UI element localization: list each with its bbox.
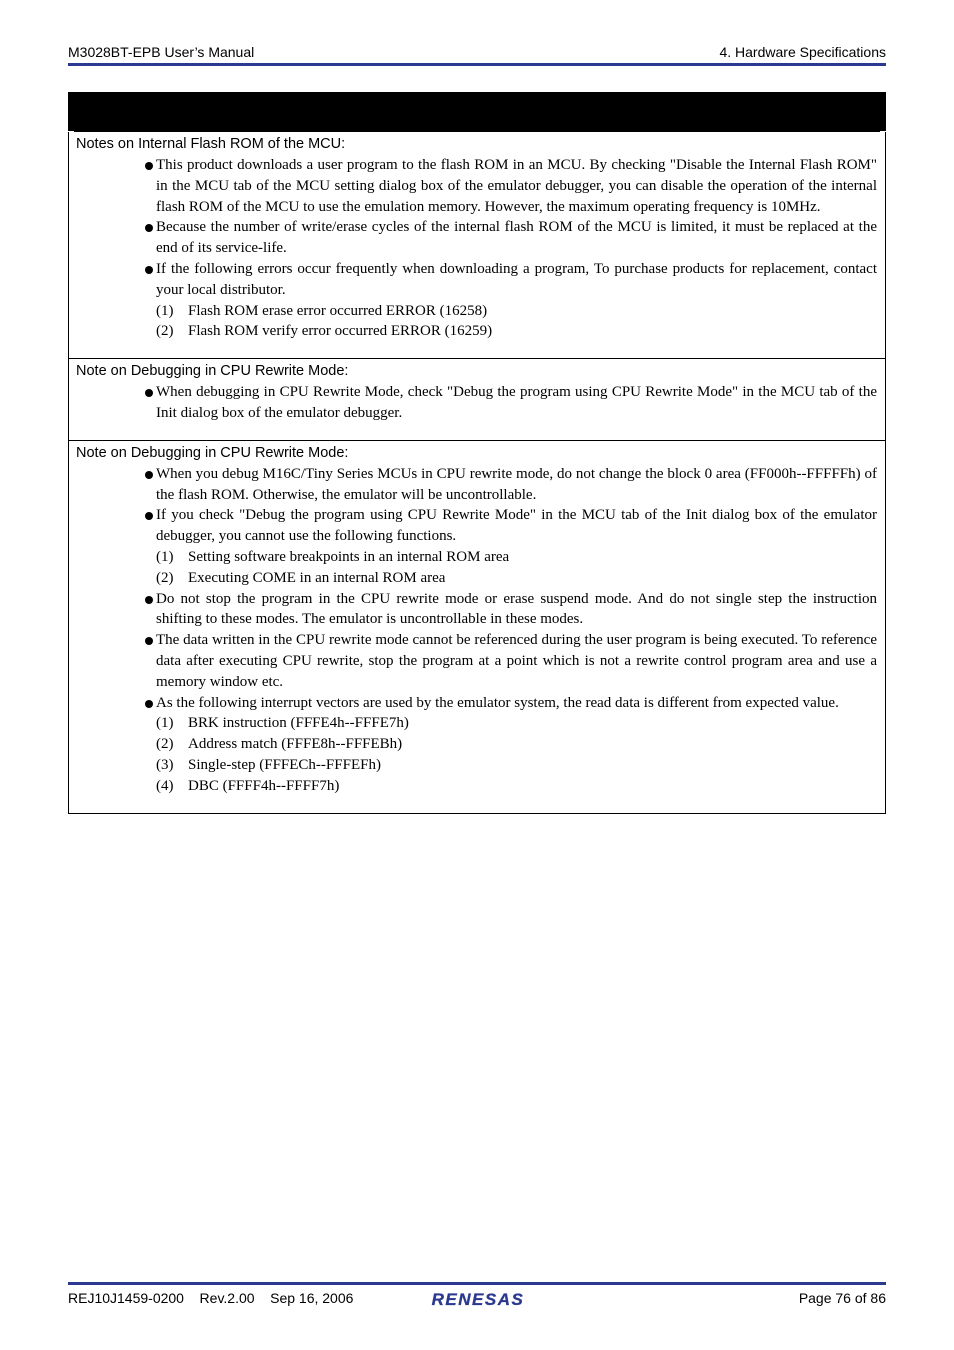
- bullet-item: [145, 505, 877, 547]
- numbered-sub-list: [145, 713, 877, 796]
- sub-item-number: (1): [156, 548, 174, 565]
- section-title: Notes on Internal Flash ROM of the MCU:: [76, 136, 346, 152]
- bullet-text: As the following interrupt vectors are used by the emulator system, the read data is different from expected value.: [156, 694, 839, 711]
- bullet-dot-icon: [145, 224, 153, 232]
- notes-box: [68, 132, 886, 814]
- numbered-sub-list: [145, 547, 877, 589]
- bullet-item: [145, 630, 877, 692]
- bullet-text: If the following errors occur frequently when downloading a program, To purchase products for replacement, contact your local distributor.: [156, 260, 877, 298]
- bullet-dot-icon: [145, 162, 153, 170]
- sub-item-number: (1): [156, 715, 174, 732]
- chapter-title: 4. Hardware Specifications: [719, 44, 886, 60]
- note-section: [69, 440, 885, 813]
- page-header: [68, 44, 886, 62]
- numbered-sub-item: [145, 755, 877, 776]
- sub-item-text: Address match (FFFE8h--FFFEBh): [188, 736, 403, 753]
- revision: Rev.2.00: [199, 1290, 255, 1306]
- bullet-text: The data written in the CPU rewrite mode cannot be referenced during the user program is being executed. To reference data after executing CPU rewrite, stop the program at a point which is not a rewrite control program area and use a memory window etc.: [156, 632, 877, 690]
- sub-item-number: (2): [156, 323, 174, 340]
- manual-title: M3028BT-EPB User’s Manual: [68, 44, 255, 60]
- numbered-sub-list: [145, 301, 877, 343]
- sub-item-text: Flash ROM erase error occurred ERROR (16258): [188, 302, 488, 319]
- note-section: [69, 358, 885, 440]
- numbered-sub-item: [145, 301, 877, 322]
- bullet-item: [145, 693, 877, 714]
- notes-title-bar: [68, 92, 886, 132]
- footer-rule: [68, 1282, 886, 1285]
- bullet-item: [145, 589, 877, 631]
- numbered-sub-item: [145, 321, 877, 342]
- note-section: [69, 132, 885, 358]
- bullet-text: When debugging in CPU Rewrite Mode, check "Debug the program using CPU Rewrite Mode" in the MCU tab of the Init dialog box of the emulator debugger.: [156, 384, 877, 421]
- revision-date: Sep 16, 2006: [270, 1290, 354, 1306]
- numbered-sub-item: [145, 734, 877, 755]
- bullet-dot-icon: [145, 471, 153, 479]
- header-rule: [68, 63, 886, 66]
- bullet-text: This product downloads a user program to the flash ROM in an MCU. By checking "Disable the Internal Flash ROM" in the MCU tab of the MCU setting dialog box of the emulator debugger, you can disable the operation of the internal flash ROM of the MCU to use the emulation memory. However, the maximum operating frequency is 10MHz.: [156, 157, 877, 215]
- logo-wordmark: RENESAS: [431, 1290, 525, 1309]
- doc-id: REJ10J1459-0200: [68, 1290, 184, 1306]
- sub-list-wrapper: [145, 301, 877, 343]
- bullet-dot-icon: [145, 512, 153, 520]
- sub-item-text: DBC (FFFF4h--FFFF7h): [188, 777, 340, 794]
- bullet-list: [76, 382, 877, 424]
- sub-list-wrapper: [145, 713, 877, 796]
- section-title: Note on Debugging in CPU Rewrite Mode:: [76, 444, 349, 461]
- sub-item-number: (1): [156, 302, 174, 319]
- renesas-logo: [420, 1289, 536, 1311]
- numbered-sub-item: [145, 547, 877, 568]
- sub-item-number: (2): [156, 736, 174, 753]
- bullet-item: [145, 155, 877, 217]
- bullet-text: If you check "Debug the program using CPU Rewrite Mode" in the MCU tab of the Init dialog box of the emulator debugger, you cannot use the following functions.: [156, 507, 877, 545]
- sub-list-wrapper: [145, 547, 877, 589]
- bullet-list: [76, 155, 877, 342]
- sub-item-text: Setting software breakpoints in an internal ROM area: [188, 548, 510, 565]
- bullet-dot-icon: [145, 637, 153, 645]
- bullet-text: Because the number of write/erase cycles of the internal flash ROM of the MCU is limited, it must be replaced at the end of its service-life.: [156, 219, 877, 257]
- bullet-item: [145, 382, 877, 424]
- sub-item-text: Flash ROM verify error occurred ERROR (16259): [188, 323, 493, 340]
- bullet-item: [145, 217, 877, 259]
- bullet-dot-icon: [145, 596, 153, 604]
- bullet-text: Do not stop the program in the CPU rewrite mode or erase suspend mode. And do not single step the instruction shifting to these modes. The emulator is uncontrollable in these modes.: [156, 590, 877, 628]
- sub-item-text: BRK instruction (FFFE4h--FFFE7h): [188, 715, 409, 732]
- sub-item-text: Executing COME in an internal ROM area: [188, 569, 446, 586]
- bullet-list: [76, 464, 877, 797]
- numbered-sub-item: [145, 568, 877, 589]
- bullet-item: [145, 464, 877, 506]
- section-title: Note on Debugging in CPU Rewrite Mode:: [76, 363, 349, 380]
- bullet-dot-icon: [145, 389, 153, 397]
- bullet-dot-icon: [145, 700, 153, 708]
- sub-item-number: (3): [156, 756, 174, 773]
- sub-item-number: (4): [156, 777, 174, 794]
- numbered-sub-item: [145, 776, 877, 797]
- sub-item-text: Single-step (FFFECh--FFFEFh): [188, 756, 381, 773]
- numbered-sub-item: [145, 713, 877, 734]
- footer-doc-info: [68, 1290, 353, 1306]
- page-number: Page 76 of 86: [798, 1290, 886, 1306]
- bullet-item: [145, 259, 877, 301]
- sub-item-number: (2): [156, 569, 174, 586]
- bullet-dot-icon: [145, 266, 153, 274]
- bullet-text: When you debug M16C/Tiny Series MCUs in CPU rewrite mode, do not change the block 0 area (FF000h--FFFFFh) of the flash ROM. Otherwise, the emulator will be uncontrollable.: [156, 465, 877, 503]
